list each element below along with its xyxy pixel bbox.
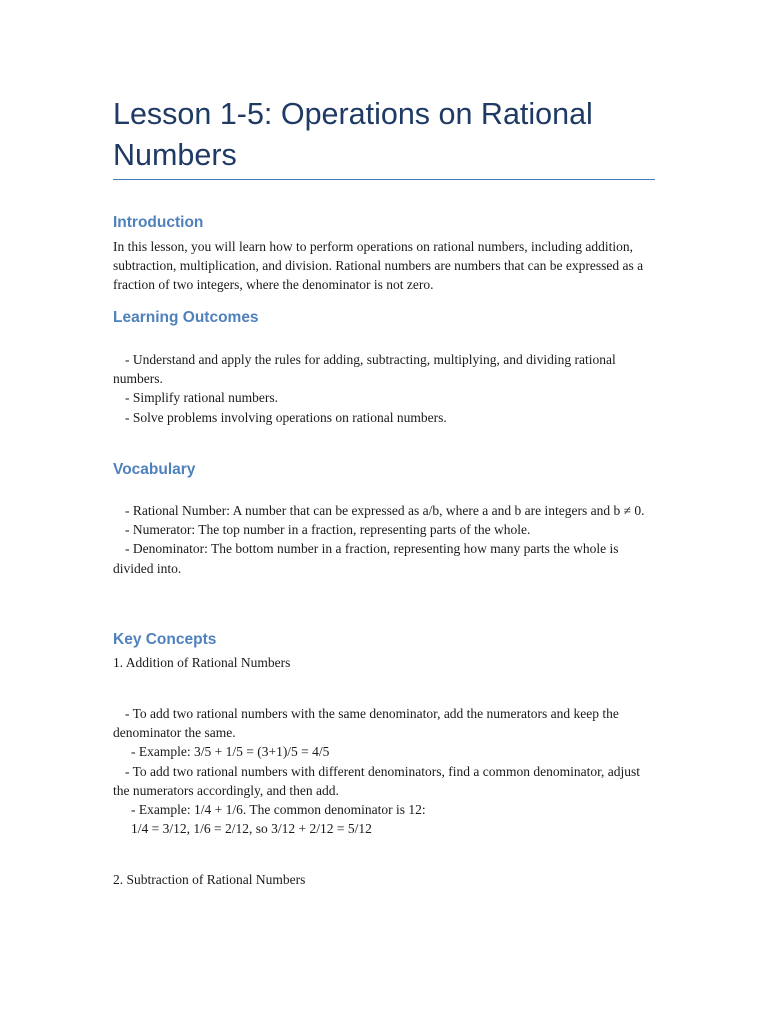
vocabulary-list [113, 501, 655, 578]
list-item: - To add two rational numbers with the same denominator, add the numerators and keep the denominator the same. [113, 706, 619, 741]
subtraction-subheading: 2. Subtraction of Rational Numbers [113, 872, 306, 887]
key-concepts-heading: Key Concepts [113, 631, 217, 648]
list-item: - Rational Number: A number that can be expressed as a/b, where a and b are integers and b ≠ 0. [125, 503, 645, 518]
list-item: - Solve problems involving operations on rational numbers. [125, 409, 447, 425]
learning-outcomes-list [113, 350, 655, 427]
page-title: Lesson 1-5: Operations on Rational Numbers [113, 97, 593, 172]
list-item: - Example: 1/4 + 1/6. The common denominator is 12: [131, 802, 426, 818]
list-item: - To add two rational numbers with different denominators, find a common denominator, adjust the numerators accordingly, and then add. [113, 763, 641, 798]
list-item: 1/4 = 3/12, 1/6 = 2/12, so 3/12 + 2/12 = 5/12 [131, 821, 372, 837]
list-item: - Numerator: The top number in a fraction, representing parts of the whole. [125, 522, 531, 538]
addition-details [113, 704, 655, 838]
list-item: - Denominator: The bottom number in a fraction, representing how many parts the whole is divided into. [113, 541, 619, 576]
introduction-text: In this lesson, you will learn how to perform operations on rational numbers, including addition, subtraction, multiplication, and division. Rational numbers are numbers that can be expressed as a fraction of two integers, where the denominator is not zero. [113, 239, 644, 293]
list-item: - Understand and apply the rules for adding, subtracting, multiplying, and dividing rational numbers. [113, 352, 616, 387]
addition-subheading: 1. Addition of Rational Numbers [113, 655, 291, 670]
list-item: - Example: 3/5 + 1/5 = (3+1)/5 = 4/5 [131, 744, 330, 760]
list-item: - Simplify rational numbers. [125, 390, 278, 406]
vocabulary-heading: Vocabulary [113, 461, 196, 478]
learning-outcomes-heading: Learning Outcomes [113, 309, 259, 326]
title-underline [113, 179, 655, 180]
introduction-heading: Introduction [113, 214, 204, 231]
